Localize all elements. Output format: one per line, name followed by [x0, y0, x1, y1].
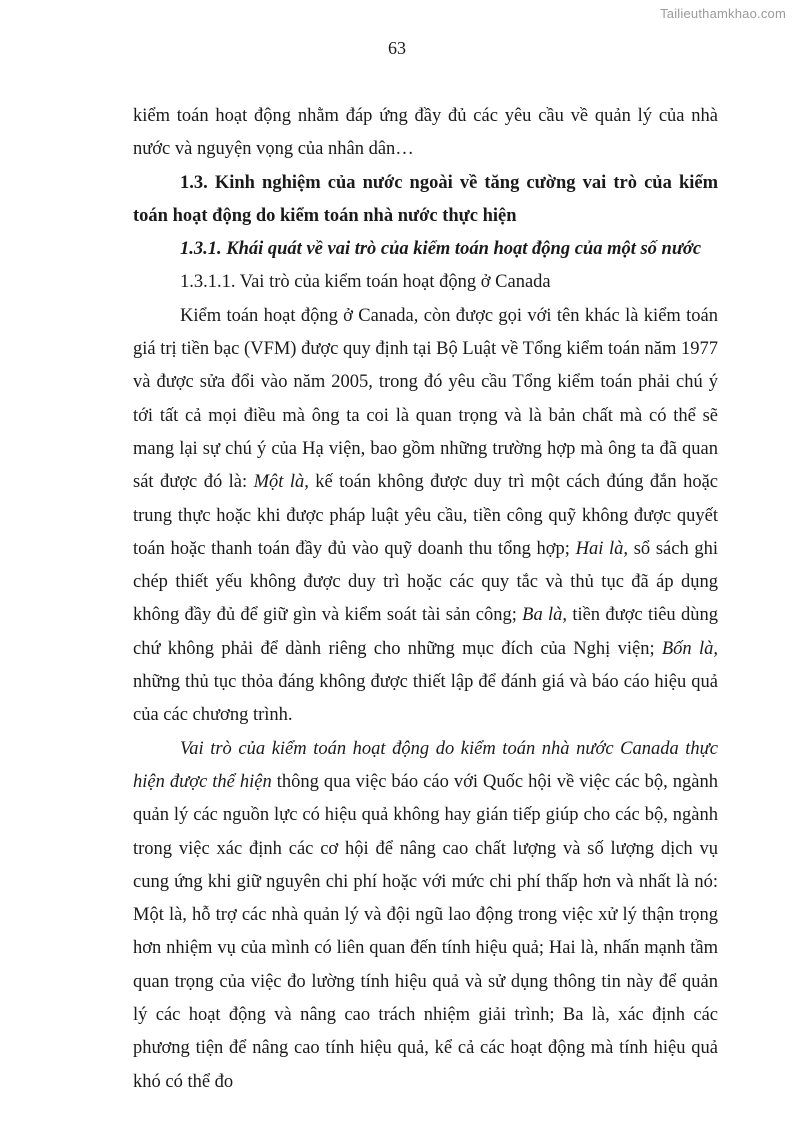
watermark: Tailieuthamkhao.com	[660, 6, 786, 21]
text-run: tiền được tiêu dùng chứ không phải để dành riêng cho những mục đích của Nghị viện;	[133, 605, 718, 659]
emphasis-mot-la: Một là,	[253, 472, 309, 493]
text-run: Kiểm toán hoạt động ở Canada, còn được gọi với tên khác là kiểm toán giá trị tiền bạc (VFM) được quy định tại Bộ Luật về Tổng kiểm toán năm 1977 và được sửa đổi vào năm 2005, trong đó yêu cầu Tổng kiểm toán phải chú ý tới tất cả mọi điều mà ông ta coi là quan trọng và là bản chất mà có thể sẽ mang lại sự chú ý của Hạ viện, bao gồm những trường hợp mà ông ta đã quan sát được đó là:	[133, 305, 718, 493]
text-run: kế toán không được duy trì một cách đúng đắn hoặc trung thực hoặc khi được pháp luật yêu cầu, tiền công quỹ không được quyết toán hoặc thanh toán đầy đủ vào quỹ doanh thu tổng hợp;	[133, 472, 718, 559]
text-run: thông qua việc báo cáo với Quốc hội về việc các bộ, ngành quản lý các nguồn lực có hiệu quả không hay gián tiếp giúp cho các bộ, ngành trong việc xác định các cơ hội để nâng cao chất lượng và số lượng dịch vụ cung ứng khi giữ nguyên chi phí hoặc với mức chi phí thấp hơn và nhất là nó: Một là, hỗ trợ các nhà quản lý và đội ngũ lao động trong việc xử lý thận trọng hơn nhiệm vụ của mình có liên quan đến tính hiệu quả; Hai là, nhấn mạnh tầm quan trọng của việc đo lường tính hiệu quả và sử dụng thông tin này để quản lý các hoạt động và nâng cao trách nhiệm giải trình; Ba là, xác định các phương tiện để nâng cao tính hiệu quả, kể cả các hoạt động mà tính hiệu quả khó có thể đo	[133, 771, 718, 1092]
text-run: những thủ tục thỏa đáng không được thiết lập để đánh giá và báo cáo hiệu quả của các chương trình.	[133, 672, 718, 726]
emphasis-role: Vai trò của kiểm toán hoạt động do kiểm toán nhà nước Canada thực hiện được thể hiện	[133, 738, 718, 792]
heading-1-3: 1.3. Kinh nghiệm của nước ngoài về tăng cường vai trò của kiểm toán hoạt động do kiểm toán nhà nước thực hiện	[133, 172, 718, 226]
emphasis-ba-la: Ba là,	[522, 605, 568, 626]
text-run: sổ sách ghi chép thiết yếu không được duy trì hoặc các quy tắc và thủ tục đã áp dụng không đầy đủ để giữ gìn và kiểm soát tài sản công;	[133, 538, 718, 626]
document-body	[133, 100, 718, 1099]
paragraph-canada-vfm	[133, 300, 718, 733]
heading-1-3-1: 1.3.1. Khái quát về vai trò của kiểm toán hoạt động của một số nước	[180, 239, 702, 260]
heading-1-3-1-1: 1.3.1.1. Vai trò của kiểm toán hoạt động ở Canada	[180, 272, 551, 293]
emphasis-hai-la: Hai là,	[575, 538, 629, 559]
page-number: 63	[388, 38, 406, 58]
emphasis-bon-la: Bốn là,	[661, 638, 718, 659]
paragraph-role	[133, 733, 718, 1099]
paragraph-intro: kiểm toán hoạt động nhằm đáp ứng đầy đủ các yêu cầu về quản lý của nhà nước và nguyện vọng của nhân dân…	[133, 106, 718, 160]
